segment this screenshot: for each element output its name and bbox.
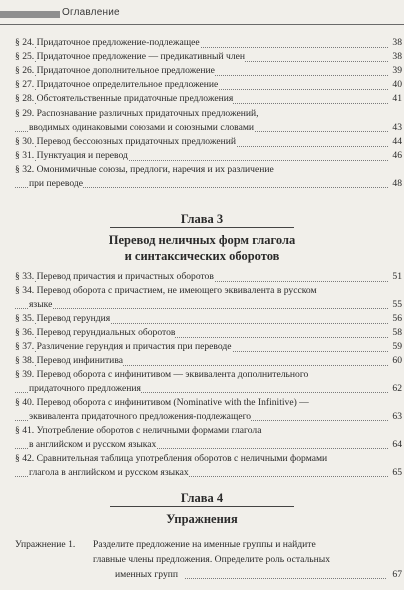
section-title: глагола в английском и русском языках: [29, 466, 189, 478]
running-head: [0, 4, 404, 24]
toc-entry-line: [15, 326, 402, 340]
toc-entry-line: [15, 340, 402, 354]
chapter-title-block: [0, 511, 404, 527]
section-title: придаточного предложения: [29, 382, 141, 394]
section-title: Придаточное предложение-подлежащее: [36, 37, 200, 48]
section-number: § 40.: [15, 397, 35, 408]
page-number: 55: [392, 298, 402, 310]
page-number: 39: [392, 65, 402, 76]
exercise-label: Упражнение 1.: [15, 539, 76, 550]
toc-entry: [15, 396, 402, 423]
section-number: § 37.: [15, 341, 35, 352]
exercise-line: именных групп: [115, 569, 179, 580]
section-title: Обстоятельственные придаточные предложения: [36, 93, 234, 104]
toc-entry-line: [15, 177, 402, 191]
section-title: Придаточное определительное предложение: [36, 79, 219, 90]
section-title: Перевод герундиальных оборотов: [36, 327, 176, 338]
page-number: 41: [392, 93, 402, 104]
toc-entry-line: [15, 382, 402, 396]
section-number: § 29.: [15, 108, 35, 119]
dot-leader: [185, 578, 386, 579]
page-number: 43: [392, 121, 402, 133]
exercise-line: Разделите предложение на именные группы и найдите: [93, 539, 316, 550]
section-title: Распознавание различных придаточных предложений,: [36, 108, 259, 119]
section-title: Перевод герундия: [36, 313, 111, 324]
toc-entry: [15, 78, 402, 92]
toc-entry: [15, 424, 402, 451]
section-number: § 38.: [15, 355, 35, 366]
section-title: Перевод инфинитива: [36, 355, 123, 366]
toc-entry: [15, 312, 402, 326]
chapter-title: Упражнения: [166, 512, 238, 526]
page-number: 64: [392, 438, 402, 450]
section-number: § 31.: [15, 150, 35, 161]
section-number: § 30.: [15, 136, 35, 147]
section-number: § 39.: [15, 369, 35, 380]
section-title: вводимых одинаковыми союзами и союзными словами: [29, 121, 255, 133]
chapter-rule: [110, 506, 294, 507]
section-title: Перевод причастия и причастных оборотов: [36, 271, 214, 282]
toc-entry: [15, 284, 402, 311]
toc-entry-line: [15, 78, 402, 92]
section-title: Придаточное дополнительное предложение: [36, 65, 215, 76]
toc-entry: [15, 92, 402, 106]
section-title: Перевод бессоюзных придаточных предложений: [36, 136, 237, 147]
page-number: 62: [392, 382, 402, 394]
toc-entry-line: [15, 36, 402, 50]
chapter-heading: [0, 211, 404, 264]
chapter-label: Глава 3: [180, 212, 224, 226]
page-number: 60: [392, 355, 402, 366]
toc-entry: [15, 64, 402, 78]
section-number: § 26.: [15, 65, 35, 76]
toc-entry-line: [15, 50, 402, 64]
toc-entry: [15, 50, 402, 64]
toc-entry-line: [15, 149, 402, 163]
section-number: § 34.: [15, 285, 35, 296]
toc-entry: [15, 270, 402, 284]
toc-entry: [15, 135, 402, 149]
toc-entry-line: [15, 410, 402, 424]
toc-entry-line: [15, 92, 402, 106]
toc-entry-line: [15, 121, 402, 135]
toc-entry-line: [15, 354, 402, 368]
page-number: 67: [392, 569, 402, 580]
section-title: Сравнительная таблица употребления оборотов с неличными формами: [36, 453, 328, 464]
section-number: § 36.: [15, 327, 35, 338]
section-number: § 28.: [15, 93, 35, 104]
running-head-bar: [0, 11, 60, 18]
exercise-line: главные члены предложения. Определите роль остальных: [93, 554, 331, 565]
toc-entry-line: [15, 163, 402, 177]
exercise-entry: [15, 538, 402, 584]
toc-entry-line: [15, 284, 402, 298]
page-number: 56: [392, 313, 402, 324]
section-number: § 41.: [15, 425, 35, 436]
section-title: Омонимичные союзы, предлоги, наречия и их различение: [36, 164, 274, 175]
chapter-label: Глава 4: [180, 491, 224, 505]
page-number: 38: [392, 51, 402, 62]
page-number: 40: [392, 79, 402, 90]
toc-entry: [15, 36, 402, 50]
toc-entry: [15, 354, 402, 368]
running-head-title: Оглавление: [62, 7, 120, 18]
toc-entry: [15, 340, 402, 354]
toc-entry-line: [15, 466, 402, 480]
section-title: Придаточное предложение — предикативный член: [36, 51, 246, 62]
toc-entry: [15, 368, 402, 395]
page-number: 38: [392, 37, 402, 48]
toc-entry: [15, 452, 402, 479]
section-title: эквивалента придаточного предложения-подлежащего: [29, 410, 252, 422]
section-title: в английском и русском языках: [29, 438, 157, 450]
section-number: § 24.: [15, 37, 35, 48]
section-title: языке: [29, 298, 53, 310]
toc-entry-line: [15, 368, 402, 382]
section-title: Пунктуация и перевод: [36, 150, 128, 161]
section-number: § 33.: [15, 271, 35, 282]
toc-entry-line: [15, 396, 402, 410]
page-number: 48: [392, 177, 402, 189]
toc-entry-line: [15, 135, 402, 149]
section-title: Перевод оборота с инфинитивом (Nominative with the Infinitive) —: [36, 397, 309, 408]
page-number: 65: [392, 466, 402, 478]
toc-entry: [15, 163, 402, 190]
toc-entry-line: [15, 64, 402, 78]
page-number: 44: [392, 136, 402, 147]
section-number: § 35.: [15, 313, 35, 324]
section-title: Перевод оборота с инфинитивом — эквивалента дополнительного: [36, 369, 309, 380]
chapter-rule: [110, 227, 294, 228]
section-title: Различение герундия и причастия при переводе: [36, 341, 232, 352]
page-number: 59: [392, 341, 402, 352]
chapter-title: Перевод неличных форм глагола: [108, 233, 296, 247]
chapter-title-block: [0, 232, 404, 264]
toc-entry: [15, 326, 402, 340]
section-number: § 25.: [15, 51, 35, 62]
running-head-rule: [0, 24, 404, 25]
section-number: § 32.: [15, 164, 35, 175]
chapter-heading: [0, 490, 404, 527]
toc-entry-line: [15, 298, 402, 312]
toc-entry-line: [15, 452, 402, 466]
toc-entry: [15, 149, 402, 163]
toc-entry-line: [15, 270, 402, 284]
page-number: 46: [392, 150, 402, 161]
toc-entry-line: [15, 424, 402, 438]
section-number: § 27.: [15, 79, 35, 90]
page-number: 51: [392, 271, 402, 282]
toc-entry-line: [15, 312, 402, 326]
toc-entry-line: [15, 438, 402, 452]
page-number: 58: [392, 327, 402, 338]
section-title: Употребление оборотов с неличными формами глагола: [36, 425, 262, 436]
toc-entry: [15, 107, 402, 134]
chapter-title: и синтаксических оборотов: [124, 249, 280, 263]
section-title: Перевод оборота с причастием, не имеющего эквивалента в русском: [36, 285, 317, 296]
toc-entry-line: [15, 107, 402, 121]
section-title: при переводе: [29, 177, 84, 189]
page-number: 63: [392, 410, 402, 422]
section-number: § 42.: [15, 453, 35, 464]
